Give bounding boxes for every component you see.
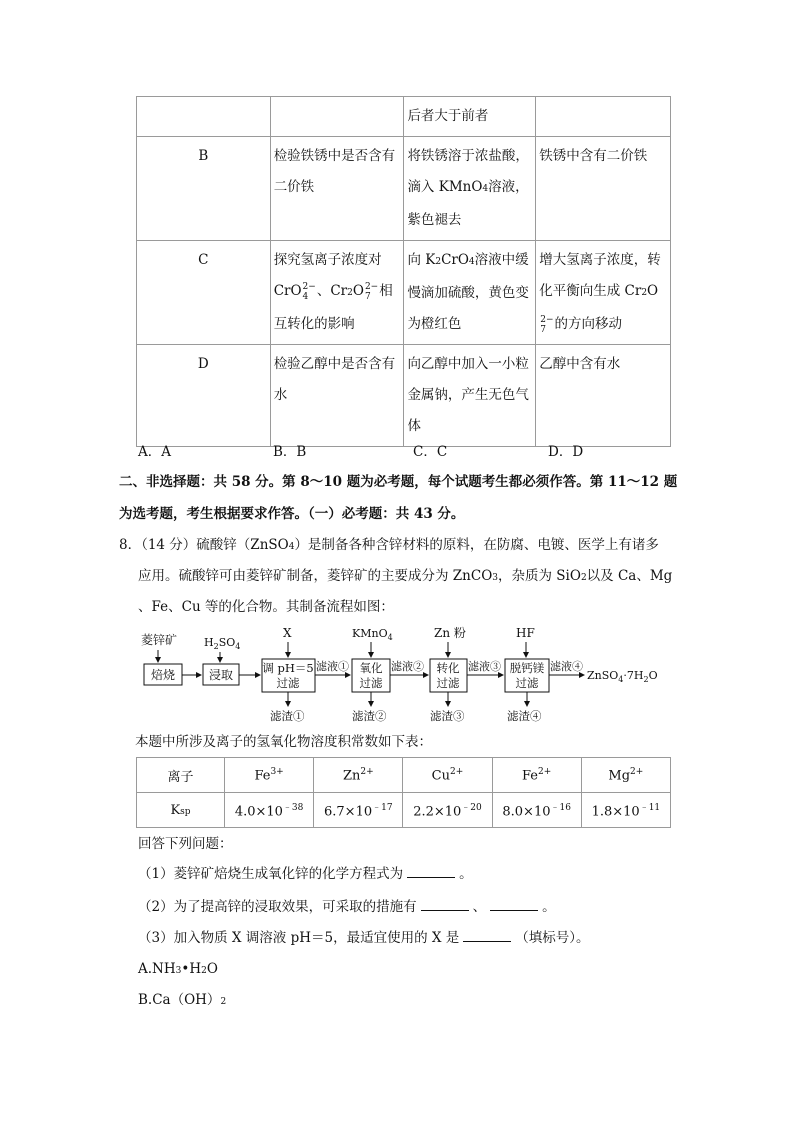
table-cell [404, 97, 536, 137]
table-cell [270, 97, 404, 137]
flow-box-decalc-label-2: 过滤 [515, 676, 539, 690]
section-heading-line-1: 二、非选择题：共 58 分。第 8～10 题为必考题，每个试题考生都必须作答。第 11～12 题 [119, 474, 678, 490]
row-b-conclusion: 铁锈中含有二价铁 [536, 137, 671, 241]
table-row [137, 241, 671, 345]
ksp-table [136, 757, 671, 828]
answer-blank[interactable] [490, 898, 538, 911]
row-c-purpose: 探究氢离子浓度对CrO 2− 4 、Cr2O 2− 7 相互转化的影响 [270, 241, 404, 345]
table-row [137, 345, 671, 447]
table-row [137, 97, 671, 137]
row-label: D [137, 345, 271, 447]
choice-b[interactable]: B．B [273, 444, 307, 460]
option-b[interactable]: B.Ca（OH）2 [138, 992, 227, 1008]
choice-a[interactable]: A．A [138, 444, 171, 460]
ksp-value: $4.0\times 10^{﹣38}$ [225, 793, 314, 828]
ksp-header-label: 离子 [137, 758, 225, 793]
row-label: C [137, 241, 271, 345]
flow-residue-3: 滤渣③ [430, 709, 465, 723]
process-flow-diagram [0, 620, 794, 740]
row-c-conclusion: 增大氢离子浓度，转化平衡向生成 Cr2O 2− 7 的方向移动 [536, 241, 671, 345]
flow-residue-2: 滤渣② [352, 709, 387, 723]
row-b-operation: 将铁锈溶于浓盐酸，滴入 KMnO4溶液，紫色褪去 [404, 137, 536, 241]
flow-box-leach-label: 浸取 [208, 668, 234, 682]
ksp-value: $6.7\times 10^{﹣17}$ [314, 793, 403, 828]
flow-box-roast-label: 焙烧 [150, 668, 176, 682]
table-row [137, 793, 671, 828]
question-8-line-2: 应用。硫酸锌可由菱锌矿制备，菱锌矿的主要成分为 ZnCO3，杂质为 SiO2以及 Ca、Mg [138, 568, 673, 584]
flow-box-convert-label-1: 转化 [436, 661, 460, 675]
flow-residue-4: 滤渣④ [507, 709, 542, 723]
ksp-ion: $Mg^{2+}$ [581, 758, 670, 793]
row-d-operation: 向乙醇中加入一小粒金属钠，产生无色气体 [404, 345, 536, 447]
option-a[interactable]: A.NH3•H2O [138, 961, 218, 977]
ksp-ion: $Zn^{2+}$ [314, 758, 403, 793]
sub-question-3: （3）加入物质 X 调溶液 pH＝5，最适宜使用的 X 是 （填标号）。 [138, 930, 590, 946]
flow-filtrate-1: 滤液① [316, 660, 349, 673]
answer-intro: 回答下列问题： [138, 836, 233, 852]
flow-kmno4-label: KMnO$_4$ [352, 627, 393, 642]
flow-acid-label: $H_2SO_4$ [204, 636, 241, 651]
answer-blank[interactable] [421, 898, 469, 911]
flow-box-ph-label-2: 过滤 [276, 676, 300, 690]
ksp-ion: $Fe^{3+}$ [225, 758, 314, 793]
flow-box-oxidize-label-2: 过滤 [359, 676, 383, 690]
table-row [137, 137, 671, 241]
row-a-result: 后者大于前者 [407, 108, 489, 124]
flow-product-label: $ZnSO_4\cdot 7H_2O$ [587, 669, 658, 684]
flow-filtrate-4: 滤液④ [550, 660, 583, 673]
flow-box-decalc-label-1: 脱钙镁 [509, 661, 545, 675]
row-d-conclusion: 乙醇中含有水 [536, 345, 671, 447]
row-label: B [137, 137, 271, 241]
table-cell [536, 97, 671, 137]
ksp-ion: $Cu^{2+}$ [403, 758, 492, 793]
row-b-purpose: 检验铁锈中是否含有二价铁 [270, 137, 404, 241]
sub-question-1: （1）菱锌矿焙烧生成氧化锌的化学方程式为 。 [138, 866, 473, 882]
section-heading-line-2: 为选考题，考生根据要求作答。（一）必考题：共 43 分。 [119, 506, 465, 522]
flow-box-oxidize-label-1: 氧化 [359, 661, 383, 675]
flow-box-ph-label-1: 调 pH＝5 [262, 661, 314, 675]
ksp-ion: $Fe^{2+}$ [492, 758, 581, 793]
answer-blank[interactable] [463, 929, 511, 942]
row-d-purpose: 检验乙醇中是否含有水 [270, 345, 404, 447]
table-cell [137, 97, 271, 137]
flow-residue-1: 滤渣① [270, 709, 305, 723]
flow-x-label: X [283, 626, 292, 640]
flow-zn-label: Zn 粉 [434, 626, 466, 640]
flow-filtrate-2: 滤液② [391, 660, 424, 673]
ksp-intro: 本题中所涉及离子的氢氧化物溶度积常数如下表： [135, 734, 432, 750]
row-c-operation: 向 K2CrO4溶液中缓慢滴加硫酸，黄色变为橙红色 [404, 241, 536, 345]
table-row [137, 758, 671, 793]
flow-ore-label: 菱锌矿 [141, 633, 178, 647]
answer-blank[interactable] [407, 865, 455, 878]
sub-question-2: （2）为了提高锌的浸取效果，可采取的措施有 、 。 [138, 899, 556, 915]
flow-filtrate-3: 滤液③ [468, 660, 501, 673]
ksp-row-label: Ksp [137, 793, 225, 828]
question-8-line-1: 8．（14 分）硫酸锌（ZnSO4）是制备各种含锌材料的原料，在防腐、电镀、医学上有诸多 [119, 537, 659, 553]
flow-hf-label: HF [516, 626, 535, 640]
question-8-line-3: 、Fe、Cu 等的化合物。其制备流程如图： [138, 599, 394, 615]
choice-c[interactable]: C．C [413, 444, 448, 460]
ksp-value: $8.0\times 10^{﹣16}$ [492, 793, 581, 828]
options-table [136, 96, 671, 447]
choice-d[interactable]: D．D [548, 444, 584, 460]
ksp-value: $1.8\times 10^{﹣11}$ [581, 793, 670, 828]
ksp-value: $2.2\times 10^{﹣20}$ [403, 793, 492, 828]
flow-box-convert-label-2: 过滤 [436, 676, 460, 690]
